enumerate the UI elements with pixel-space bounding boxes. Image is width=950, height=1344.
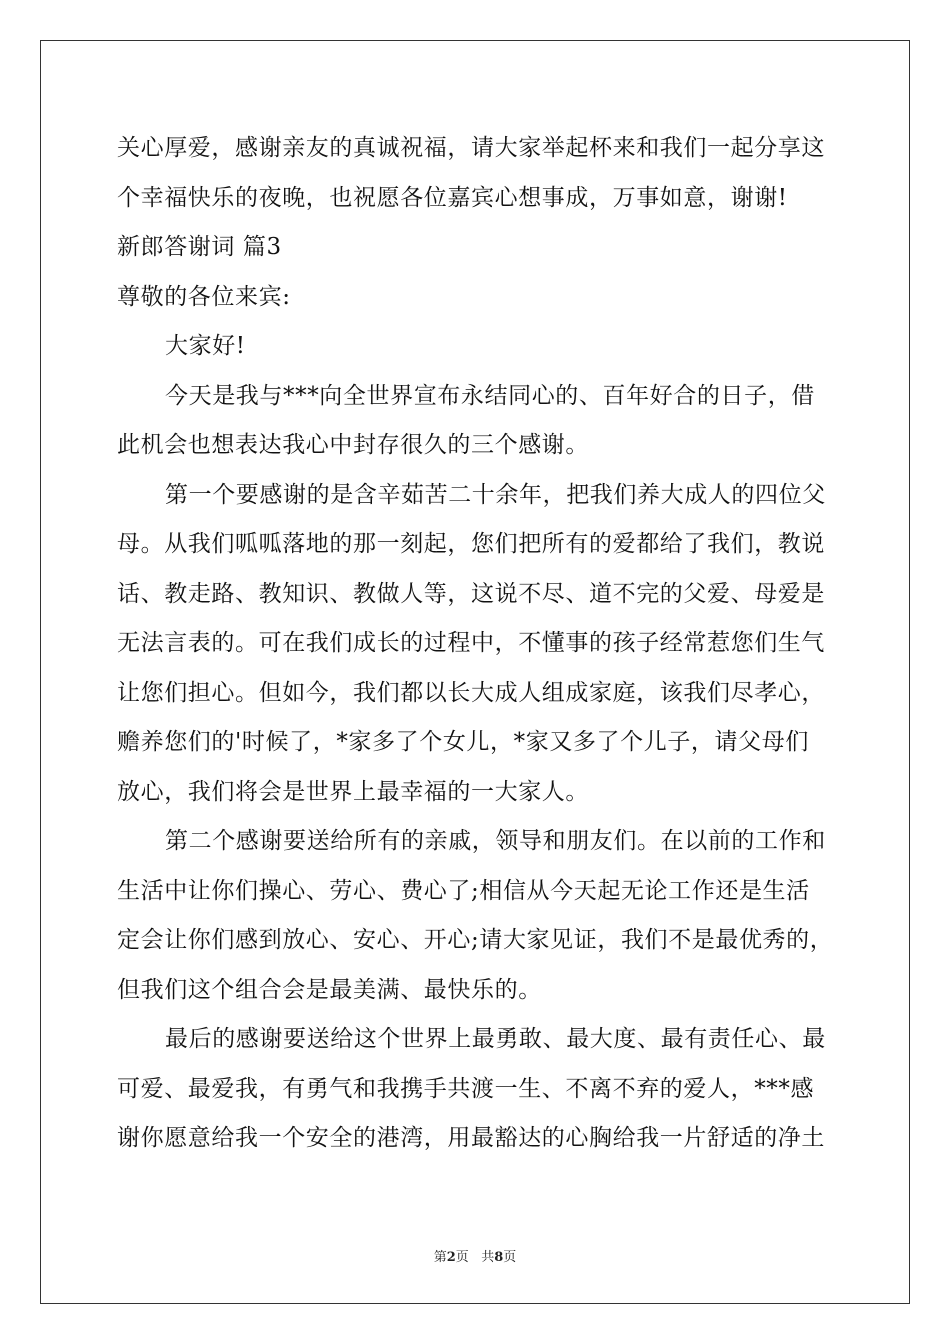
page-suffix: 页 [455,1250,469,1265]
page-prefix: 第 [433,1250,447,1265]
page-footer [0,1246,950,1265]
text-line: 放心，我们将会是世界上最幸福的一大家人。 [117,778,589,805]
text-line: 关心厚爱，感谢亲友的真诚祝福，请大家举起杯来和我们一起分享这 [117,135,825,161]
text-line: 可爱、最爱我，有勇气和我携手共渡一生、不离不弃的爱人，***感 [117,1075,815,1102]
total-prefix: 共 [481,1250,495,1265]
text-line: 此机会也想表达我心中封存很久的三个感谢。 [117,432,589,458]
text-line: 第一个要感谢的是含辛茹苦二十余年，把我们养大成人的四位父 [165,481,826,508]
text-line: 但我们这个组合会是最美满、最快乐的。 [117,976,542,1003]
salutation: 尊敬的各位来宾: [117,283,291,310]
text-line: 让您们担心。但如今，我们都以长大成人组成家庭，该我们尽孝心， [117,679,825,706]
text-line: 谢你愿意给我一个安全的港湾，用最豁达的心胸给我一片舒适的净土 [117,1125,825,1151]
greeting: 大家好! [165,333,246,359]
section-heading: 新郎答谢词 篇3 [117,234,282,260]
text-line: 无法言表的。可在我们成长的过程中，不懂事的孩子经常惹您们生气 [117,630,825,656]
total-suffix: 页 [503,1250,517,1265]
text-line: 定会让你们感到放心、安心、开心;请大家见证，我们不是最优秀的， [117,927,834,953]
text-line: 赡养您们的'时候了，*家多了个女儿，*家又多了个儿子，请父母们 [117,729,809,755]
total-page-count: 8 [494,1250,504,1265]
text-line: 生活中让你们操心、劳心、费心了;相信从今天起无论工作还是生活 [117,877,810,904]
text-line: 个幸福快乐的夜晚，也祝愿各位嘉宾心想事成，万事如意，谢谢! [117,184,788,211]
text-line: 今天是我与***向全世界宣布永结同心的、百年好合的日子，借 [165,382,815,409]
current-page-number: 2 [446,1250,456,1265]
text-line: 第二个感谢要送给所有的亲戚，领导和朋友们。在以前的工作和 [165,828,826,854]
text-line: 话、教走路、教知识、教做人等，这说不尽、道不完的父爱、母爱是 [117,580,825,607]
text-line: 母。从我们呱呱落地的那一刻起，您们把所有的爱都给了我们，教说 [117,531,825,557]
text-line: 最后的感谢要送给这个世界上最勇敢、最大度、最有责任心、最 [165,1026,826,1052]
document-body [117,124,837,1164]
